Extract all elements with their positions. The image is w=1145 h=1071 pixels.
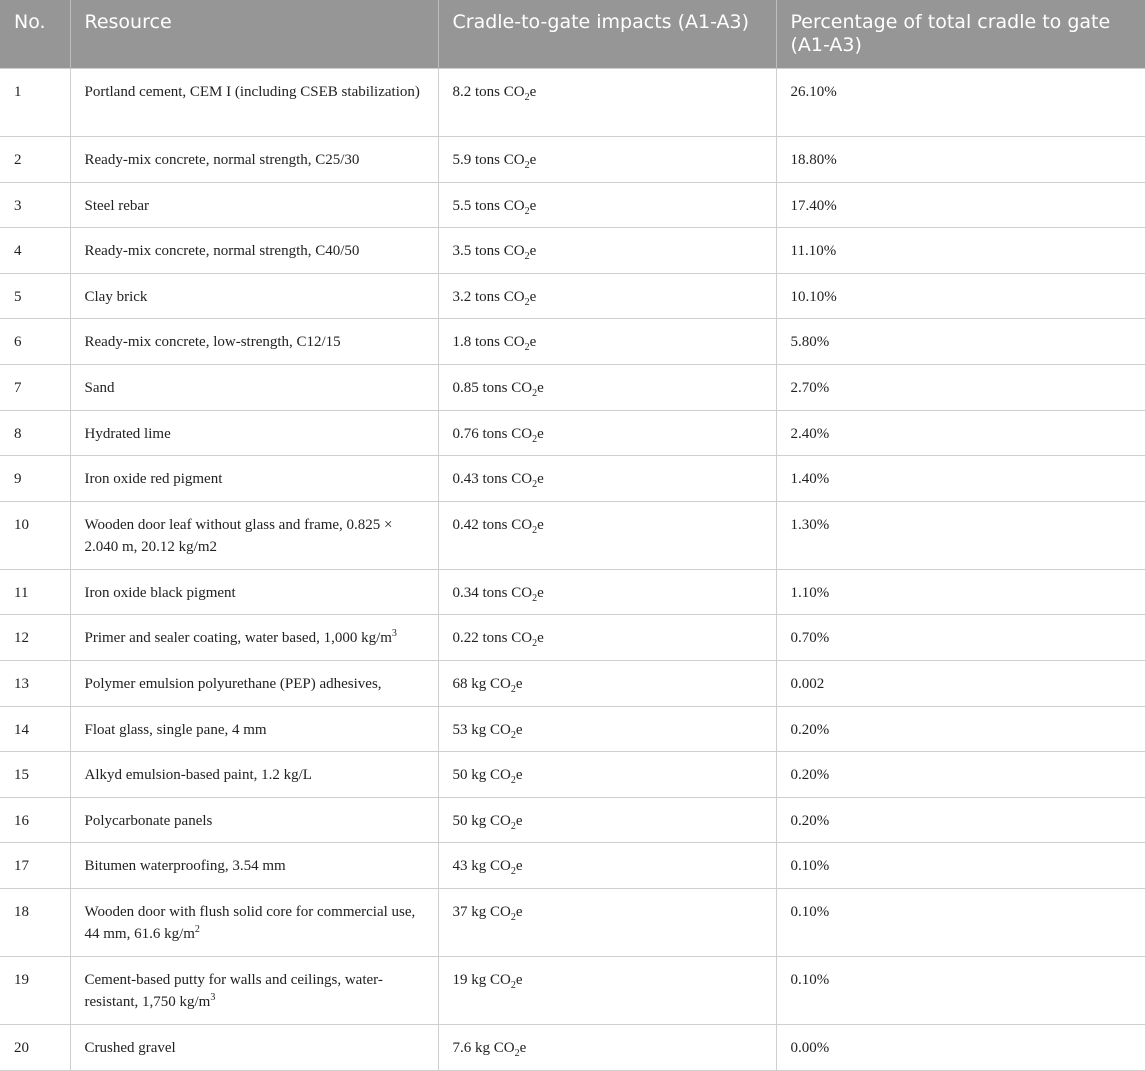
cell-percentage: 17.40% xyxy=(776,182,1145,228)
cell-impact xyxy=(438,69,776,137)
cell-resource xyxy=(70,956,438,1024)
cell-resource xyxy=(70,364,438,410)
cell-resource xyxy=(70,752,438,798)
cell-resource xyxy=(70,797,438,843)
impact-value: 5.9 tons CO xyxy=(452,152,525,168)
cell-resource xyxy=(70,501,438,569)
resource-text: Primer and sealer coating, water based, 1,000 kg/m xyxy=(84,630,392,647)
cell-resource xyxy=(70,137,438,183)
impact-subscript: 2 xyxy=(510,866,516,878)
cell-no: 15 xyxy=(0,752,70,798)
impact-subscript: 2 xyxy=(510,911,516,923)
cell-resource xyxy=(70,615,438,661)
cell-percentage: 0.20% xyxy=(776,797,1145,843)
resource-text: Hydrated lime xyxy=(84,425,171,442)
cell-impact xyxy=(438,364,776,410)
impact-value: 0.43 tons CO xyxy=(452,471,533,488)
cell-resource xyxy=(70,319,438,365)
impact-suffix: e xyxy=(515,903,523,920)
impact-suffix: e xyxy=(529,288,537,305)
impact-subscript: 2 xyxy=(532,638,538,650)
header-impacts: Cradle-to-gate impacts (A1-A3) xyxy=(438,0,776,69)
impact-subscript: 2 xyxy=(510,820,516,832)
resource-superscript: 3 xyxy=(210,991,216,1003)
impact-subscript: 2 xyxy=(524,296,530,308)
cell-impact xyxy=(438,615,776,661)
cell-impact xyxy=(438,1024,776,1070)
resource-text: Steel rebar xyxy=(84,197,150,214)
cell-percentage: 0.10% xyxy=(776,843,1145,889)
table-row xyxy=(0,752,1145,798)
impact-suffix: e xyxy=(537,630,544,647)
cell-resource xyxy=(70,456,438,502)
impact-suffix: e xyxy=(515,767,523,784)
table-row xyxy=(0,569,1145,615)
cell-percentage: 1.10% xyxy=(776,569,1145,615)
table-row xyxy=(0,69,1145,137)
resource-superscript: 3 xyxy=(391,628,397,640)
resource-text: Portland cement, CEM I (including CSEB stabilization) xyxy=(84,84,420,100)
impact-value: 50 kg CO xyxy=(452,812,511,829)
cell-percentage: 2.40% xyxy=(776,410,1145,456)
cell-impact xyxy=(438,456,776,502)
impact-suffix: e xyxy=(515,812,523,829)
resource-text: Float glass, single pane, 4 mm xyxy=(84,721,267,738)
impact-suffix: e xyxy=(519,1039,527,1056)
resource-text: Bitumen waterproofing, 3.54 mm xyxy=(84,858,286,875)
cell-resource xyxy=(70,410,438,456)
impact-suffix: e xyxy=(529,84,537,100)
impact-subscript: 2 xyxy=(510,775,516,787)
cell-no: 16 xyxy=(0,797,70,843)
impact-suffix: e xyxy=(529,334,537,351)
impact-subscript: 2 xyxy=(514,1047,520,1059)
cell-percentage: 0.002 xyxy=(776,660,1145,706)
cell-percentage: 1.30% xyxy=(776,501,1145,569)
impact-subscript: 2 xyxy=(524,160,530,171)
impact-subscript: 2 xyxy=(524,205,530,217)
cell-percentage: 26.10% xyxy=(776,69,1145,137)
impact-subscript: 2 xyxy=(510,683,516,695)
table-row xyxy=(0,888,1145,956)
table-row xyxy=(0,273,1145,319)
table-row xyxy=(0,797,1145,843)
cell-impact xyxy=(438,273,776,319)
resource-text: Iron oxide black pigment xyxy=(84,584,236,601)
cell-resource xyxy=(70,660,438,706)
impact-suffix: e xyxy=(537,584,544,601)
table-row xyxy=(0,501,1145,569)
impact-suffix: e xyxy=(529,243,537,260)
cell-percentage: 0.20% xyxy=(776,752,1145,798)
cell-percentage: 11.10% xyxy=(776,228,1145,274)
cell-no: 17 xyxy=(0,843,70,889)
cell-percentage: 0.70% xyxy=(776,615,1145,661)
resource-text: Crushed gravel xyxy=(84,1039,176,1056)
impact-value: 7.6 kg CO xyxy=(452,1039,515,1056)
header-no: No. xyxy=(0,0,70,69)
cell-resource xyxy=(70,569,438,615)
cell-impact xyxy=(438,752,776,798)
resource-text: Sand xyxy=(84,379,115,396)
table-row xyxy=(0,228,1145,274)
resource-superscript: 2 xyxy=(194,923,200,935)
impact-suffix: e xyxy=(537,516,544,533)
cell-percentage: 18.80% xyxy=(776,137,1145,183)
cell-impact xyxy=(438,182,776,228)
impact-subscript: 2 xyxy=(510,729,516,741)
table-row xyxy=(0,410,1145,456)
cell-resource xyxy=(70,69,438,137)
cell-impact xyxy=(438,706,776,752)
impact-value: 8.2 tons CO xyxy=(452,84,525,100)
impact-value: 37 kg CO xyxy=(452,903,511,920)
table-row xyxy=(0,137,1145,183)
cell-no: 12 xyxy=(0,615,70,661)
impact-subscript: 2 xyxy=(524,251,530,263)
impact-value: 53 kg CO xyxy=(452,721,511,738)
cell-impact xyxy=(438,501,776,569)
cell-no: 10 xyxy=(0,501,70,569)
table-header xyxy=(0,0,1145,69)
cell-no: 7 xyxy=(0,364,70,410)
impact-value: 0.34 tons CO xyxy=(452,584,533,601)
impact-suffix: e xyxy=(529,152,537,168)
impact-subscript: 2 xyxy=(510,979,516,991)
impact-suffix: e xyxy=(529,197,537,214)
impact-value: 0.76 tons CO xyxy=(452,425,533,442)
cell-percentage: 0.00% xyxy=(776,1024,1145,1070)
cell-impact xyxy=(438,569,776,615)
cell-resource xyxy=(70,273,438,319)
cell-impact xyxy=(438,843,776,889)
cell-impact xyxy=(438,888,776,956)
resource-text: Cement-based putty for walls and ceilings, water-resistant, 1,750 kg/m xyxy=(84,971,383,1010)
cell-percentage: 0.20% xyxy=(776,706,1145,752)
cell-no: 11 xyxy=(0,569,70,615)
impact-subscript: 2 xyxy=(524,92,530,103)
impact-suffix: e xyxy=(515,858,523,875)
cell-impact xyxy=(438,137,776,183)
impact-value: 43 kg CO xyxy=(452,858,511,875)
resource-text: Polymer emulsion polyurethane (PEP) adhesives, xyxy=(84,675,382,692)
cell-impact xyxy=(438,797,776,843)
table-row xyxy=(0,706,1145,752)
cell-resource xyxy=(70,888,438,956)
cell-percentage: 2.70% xyxy=(776,364,1145,410)
impact-value: 68 kg CO xyxy=(452,675,511,692)
impact-value: 3.5 tons CO xyxy=(452,243,525,260)
cell-no: 18 xyxy=(0,888,70,956)
impact-value: 19 kg CO xyxy=(452,971,511,988)
cell-no: 3 xyxy=(0,182,70,228)
impact-value: 50 kg CO xyxy=(452,767,511,784)
impact-value: 3.2 tons CO xyxy=(452,288,525,305)
resource-text: Wooden door leaf without glass and frame, 0.825 × 2.040 m, 20.12 kg/m2 xyxy=(84,516,393,555)
table-row xyxy=(0,319,1145,365)
impact-suffix: e xyxy=(537,471,544,488)
table-row xyxy=(0,956,1145,1024)
cell-no: 19 xyxy=(0,956,70,1024)
table-row xyxy=(0,456,1145,502)
table-body xyxy=(0,69,1145,1071)
impact-suffix: e xyxy=(515,971,523,988)
table-row xyxy=(0,660,1145,706)
impact-subscript: 2 xyxy=(524,342,530,354)
table-row xyxy=(0,843,1145,889)
resource-text: Wooden door with flush solid core for commercial use, 44 mm, 61.6 kg/m xyxy=(84,903,416,942)
cell-no: 1 xyxy=(0,69,70,137)
cell-resource xyxy=(70,182,438,228)
cell-percentage: 5.80% xyxy=(776,319,1145,365)
impact-suffix: e xyxy=(537,425,544,442)
resource-text: Polycarbonate panels xyxy=(84,812,213,829)
impact-suffix: e xyxy=(515,721,523,738)
cell-no: 13 xyxy=(0,660,70,706)
cell-no: 5 xyxy=(0,273,70,319)
cell-resource xyxy=(70,843,438,889)
table-row xyxy=(0,364,1145,410)
cell-no: 6 xyxy=(0,319,70,365)
cell-impact xyxy=(438,228,776,274)
impact-subscript: 2 xyxy=(532,592,538,604)
cell-percentage: 0.10% xyxy=(776,888,1145,956)
resource-text: Clay brick xyxy=(84,288,148,305)
impact-subscript: 2 xyxy=(532,387,538,399)
cell-percentage: 1.40% xyxy=(776,456,1145,502)
cell-no: 2 xyxy=(0,137,70,183)
table-row xyxy=(0,1024,1145,1070)
impact-suffix: e xyxy=(515,675,523,692)
resource-text: Ready-mix concrete, normal strength, C40/50 xyxy=(84,243,360,260)
cell-percentage: 0.10% xyxy=(776,956,1145,1024)
impact-value: 0.22 tons CO xyxy=(452,630,533,647)
resource-text: Ready-mix concrete, low-strength, C12/15 xyxy=(84,334,341,351)
header-row xyxy=(0,0,1145,69)
table-row xyxy=(0,615,1145,661)
cell-resource xyxy=(70,228,438,274)
impact-value: 5.5 tons CO xyxy=(452,197,525,214)
impact-value: 0.42 tons CO xyxy=(452,516,533,533)
cell-impact xyxy=(438,660,776,706)
header-resource: Resource xyxy=(70,0,438,69)
impact-suffix: e xyxy=(537,379,544,396)
header-percentage: Percentage of total cradle to gate (A1-A3) xyxy=(776,0,1145,69)
impact-subscript: 2 xyxy=(532,479,538,491)
cell-impact xyxy=(438,319,776,365)
resource-text: Alkyd emulsion-based paint, 1.2 kg/L xyxy=(84,767,312,784)
impact-subscript: 2 xyxy=(532,433,538,445)
impact-subscript: 2 xyxy=(532,524,538,536)
cell-resource xyxy=(70,1024,438,1070)
cell-no: 4 xyxy=(0,228,70,274)
table-row xyxy=(0,182,1145,228)
cell-no: 20 xyxy=(0,1024,70,1070)
cell-no: 14 xyxy=(0,706,70,752)
resource-text: Ready-mix concrete, normal strength, C25/30 xyxy=(84,152,360,168)
resource-text: Iron oxide red pigment xyxy=(84,471,223,488)
cell-percentage: 10.10% xyxy=(776,273,1145,319)
cell-impact xyxy=(438,410,776,456)
cell-resource xyxy=(70,706,438,752)
impact-value: 1.8 tons CO xyxy=(452,334,525,351)
cell-no: 8 xyxy=(0,410,70,456)
cell-no: 9 xyxy=(0,456,70,502)
cell-impact xyxy=(438,956,776,1024)
impact-value: 0.85 tons CO xyxy=(452,379,533,396)
